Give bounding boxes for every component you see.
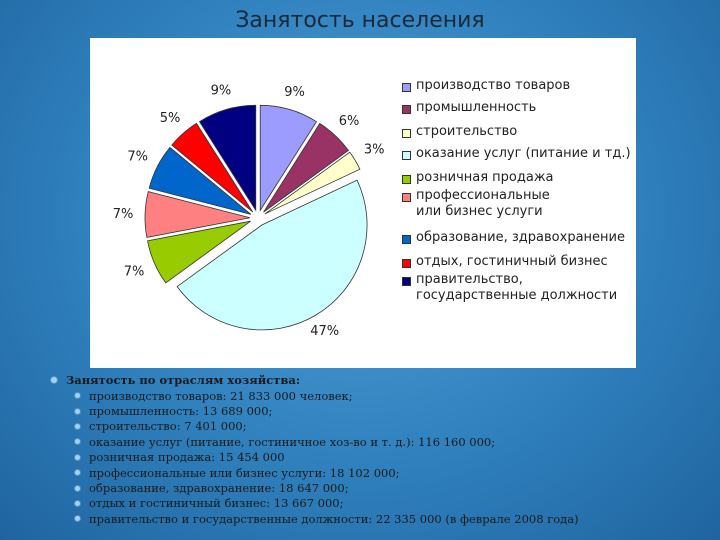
- legend-label: профессиональные или бизнес услуги: [416, 188, 550, 219]
- legend-swatch: [402, 129, 411, 138]
- legend-label: розничная продажа: [416, 170, 554, 185]
- legend-label: правительство, государственные должности: [416, 272, 618, 303]
- list-heading-row: [50, 372, 710, 388]
- bullet-icon: [74, 408, 81, 415]
- list-heading: Занятость по отраслям хозяйства:: [66, 373, 301, 387]
- bullet-icon: [74, 438, 81, 445]
- legend-item: [402, 170, 554, 186]
- list-item-text: отдых и гостиничный бизнес: 13 667 000;: [89, 496, 344, 511]
- legend-item: [402, 272, 617, 304]
- legend-item: [402, 230, 625, 246]
- bullet-icon: [74, 500, 81, 507]
- legend-label: отдых, гостиничный бизнес: [416, 254, 608, 269]
- legend-swatch: [402, 175, 411, 184]
- slice-percent-label: 47%: [310, 323, 340, 339]
- legend-swatch: [402, 193, 411, 202]
- list-item-text: оказание услуг (питание, гостиничное хоз-во и т. д.): 116 160 000;: [89, 434, 496, 449]
- list-items: [50, 388, 710, 527]
- legend-item: [402, 254, 608, 270]
- legend-swatch: [402, 235, 411, 244]
- list-item-text: образование, здравохранение: 18 647 000;: [89, 481, 349, 496]
- slide-title: Занятость населения: [235, 8, 485, 33]
- slice-percent-label: 7%: [123, 264, 145, 280]
- list-item-text: профессиональные или бизнес услуги: 18 102 000;: [89, 465, 400, 480]
- legend-swatch: [402, 277, 411, 286]
- legend-label: строительство: [416, 124, 518, 139]
- list-item: [74, 434, 710, 449]
- legend-item: [402, 100, 536, 116]
- employment-list: [50, 372, 710, 527]
- list-item: [74, 419, 710, 434]
- list-item: [74, 480, 710, 495]
- legend-label: образование, здравохранение: [416, 230, 625, 245]
- slice-percent-label: 9%: [284, 85, 305, 101]
- slice-percent-label: 9%: [210, 83, 232, 99]
- bullet-icon: [74, 469, 81, 476]
- legend-label: оказание услуг (питание и тд.): [416, 146, 631, 161]
- bullet-icon: [50, 376, 58, 384]
- list-item: [74, 511, 710, 526]
- legend-swatch: [402, 105, 411, 114]
- list-item: [74, 388, 710, 403]
- list-item: [74, 465, 710, 480]
- list-item-text: правительство и государственные должности: 22 335 000 (в феврале 2008 года): [89, 511, 579, 526]
- legend-item: [402, 188, 550, 220]
- list-item-text: строительство: 7 401 000;: [89, 419, 247, 434]
- bullet-icon: [74, 485, 81, 492]
- slice-percent-label: 6%: [338, 114, 360, 130]
- list-item: [74, 450, 710, 465]
- chart-area: [90, 38, 636, 368]
- bullet-icon: [74, 392, 81, 399]
- legend-item: [402, 78, 570, 94]
- legend-label: производство товаров: [416, 78, 571, 93]
- bullet-icon: [74, 423, 81, 430]
- legend-swatch: [402, 83, 411, 92]
- slice-percent-label: 7%: [127, 149, 149, 165]
- legend-label: промышленность: [416, 100, 537, 115]
- legend-item: [402, 146, 631, 162]
- list-item: [74, 496, 710, 511]
- slice-percent-label: 5%: [159, 111, 181, 127]
- slice-percent-label: 3%: [363, 142, 385, 158]
- legend-swatch: [402, 259, 411, 268]
- list-item-text: розничная продажа: 15 454 000: [89, 450, 285, 465]
- list-item-text: промышленность: 13 689 000;: [89, 404, 273, 419]
- slice-percent-label: 7%: [112, 206, 134, 222]
- bullet-icon: [74, 454, 81, 461]
- legend-item: [402, 124, 517, 140]
- legend-swatch: [402, 151, 411, 160]
- bullet-icon: [74, 515, 81, 522]
- list-item-text: производство товаров: 21 833 000 человек;: [89, 388, 353, 403]
- list-item: [74, 403, 710, 418]
